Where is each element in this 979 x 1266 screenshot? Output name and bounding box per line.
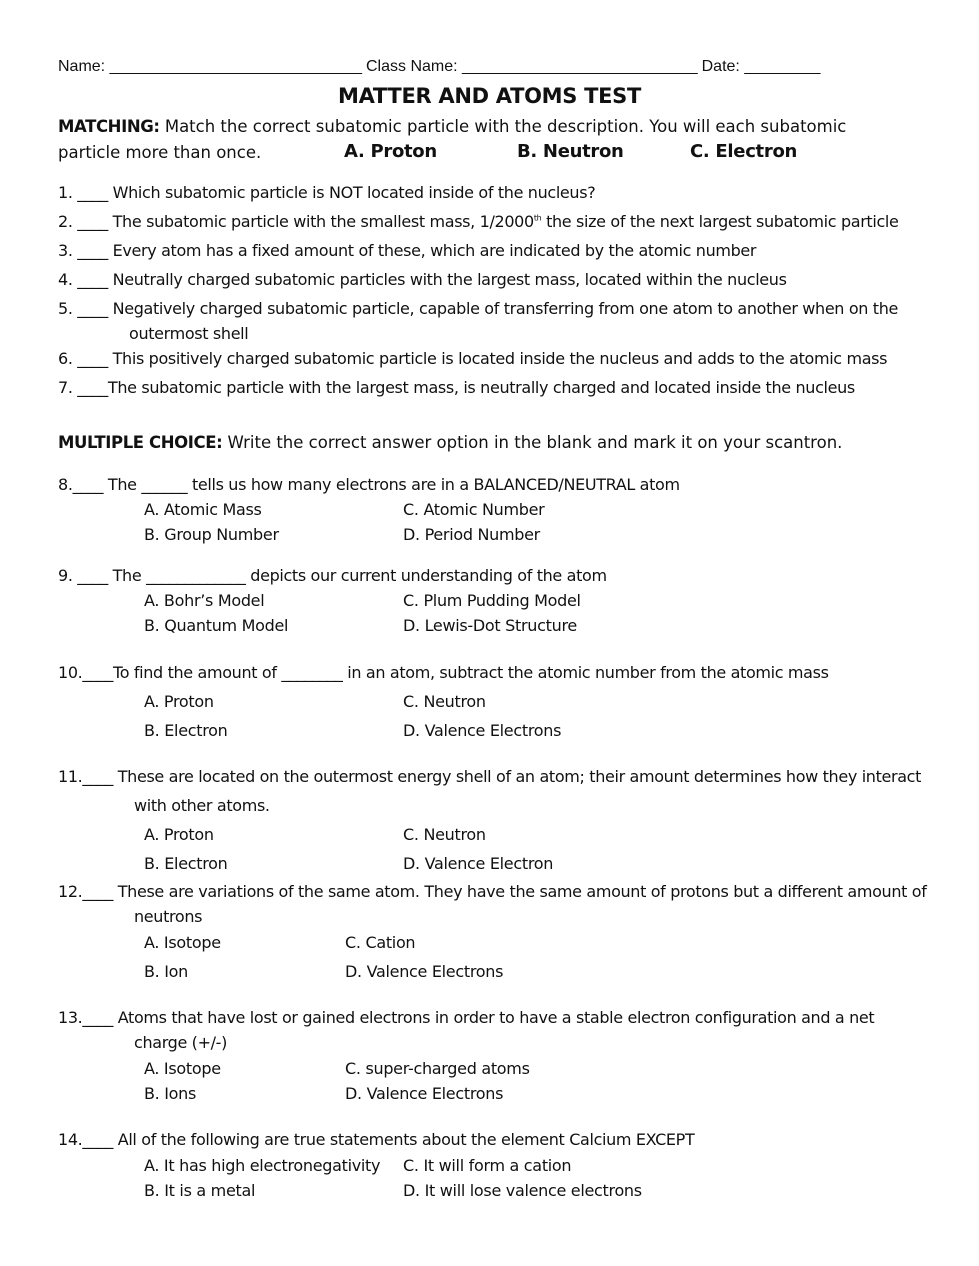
choice-neutron: B. Neutron <box>517 141 624 162</box>
matching-q3: 3. ____ Every atom has a fixed amount of these, which are indicated by the atomic number <box>58 241 757 260</box>
mc-q9-option-b: B. Quantum Model <box>144 616 289 635</box>
choice-proton: A. Proton <box>344 141 437 162</box>
mc-q10: 10.____To find the amount of ________ in an atom, subtract the atomic number from the atomic mass <box>58 663 829 682</box>
name-blank[interactable]: ______________________________ <box>109 58 362 75</box>
page-title: MATTER AND ATOMS TEST <box>338 84 641 108</box>
choice-electron: C. Electron <box>690 141 798 162</box>
matching-q5-cont: outermost shell <box>129 324 249 343</box>
mc-q8-option-c: C. Atomic Number <box>403 500 545 519</box>
mc-q14-option-b: B. It is a metal <box>144 1181 256 1200</box>
matching-q5: 5. ____ Negatively charged subatomic particle, capable of transferring from one atom to another when on the <box>58 299 899 318</box>
matching-q2-text: 2. ____ The subatomic particle with the smallest mass, 1/2000 <box>58 212 534 231</box>
mc-q9-option-d: D. Lewis-Dot Structure <box>403 616 577 635</box>
mc-q13-option-c: C. super-charged atoms <box>345 1059 530 1078</box>
mc-q9-option-c: C. Plum Pudding Model <box>403 591 581 610</box>
mc-q11-option-a: A. Proton <box>144 825 214 844</box>
header-line <box>58 58 820 76</box>
mc-q10-option-a: A. Proton <box>144 692 214 711</box>
mc-instruction <box>58 433 842 452</box>
mc-q8-option-a: A. Atomic Mass <box>144 500 262 519</box>
matching-q6: 6. ____ This positively charged subatomic particle is located inside the nucleus and adds to the atomic mass <box>58 349 888 368</box>
matching-instruction-line2: particle more than once. <box>58 143 262 162</box>
mc-q12-cont: neutrons <box>134 907 203 926</box>
mc-q14-option-c: C. It will form a cation <box>403 1156 572 1175</box>
matching-instruction-text: Match the correct subatomic particle with the description. You will each subatomic <box>164 117 847 136</box>
mc-q11-option-d: D. Valence Electron <box>403 854 554 873</box>
name-label: Name: <box>58 58 106 75</box>
mc-q14-option-a: A. It has high electronegativity <box>144 1156 381 1175</box>
mc-q12-option-c: C. Cation <box>345 933 416 952</box>
class-label: Class Name: <box>365 58 458 75</box>
mc-q14: 14.____ All of the following are true statements about the element Calcium EXCEPT <box>58 1130 695 1149</box>
mc-q9-option-a: A. Bohr’s Model <box>144 591 265 610</box>
mc-q13-cont: charge (+/-) <box>134 1033 227 1052</box>
mc-q10-option-d: D. Valence Electrons <box>403 721 562 740</box>
mc-q11-option-c: C. Neutron <box>403 825 486 844</box>
mc-q13-option-b: B. Ions <box>144 1084 197 1103</box>
date-label: Date: <box>701 58 740 75</box>
matching-q2-sup: th <box>533 213 542 223</box>
mc-q9: 9. ____ The _____________ depicts our current understanding of the atom <box>58 566 607 585</box>
date-blank[interactable]: _________ <box>744 58 820 75</box>
matching-label: MATCHING: <box>58 117 160 136</box>
mc-q14-option-d: D. It will lose valence electrons <box>403 1181 642 1200</box>
mc-q11-cont: with other atoms. <box>134 796 270 815</box>
mc-q13-option-d: D. Valence Electrons <box>345 1084 504 1103</box>
mc-q12-option-b: B. Ion <box>144 962 188 981</box>
mc-q8-option-d: D. Period Number <box>403 525 540 544</box>
mc-q8-option-b: B. Group Number <box>144 525 279 544</box>
matching-q4: 4. ____ Neutrally charged subatomic particles with the largest mass, located within the nucleus <box>58 270 787 289</box>
mc-q13-option-a: A. Isotope <box>144 1059 221 1078</box>
mc-q12: 12.____ These are variations of the same atom. They have the same amount of protons but a different amount of <box>58 882 927 901</box>
mc-q11-option-b: B. Electron <box>144 854 228 873</box>
mc-instruction-text: Write the correct answer option in the blank and mark it on your scantron. <box>227 433 843 452</box>
mc-q13: 13.____ Atoms that have lost or gained electrons in order to have a stable electron configuration and a net <box>58 1008 875 1027</box>
mc-label: MULTIPLE CHOICE: <box>58 433 223 452</box>
matching-q7: 7. ____The subatomic particle with the largest mass, is neutrally charged and located inside the nucleus <box>58 378 855 397</box>
matching-q1: 1. ____ Which subatomic particle is NOT located inside of the nucleus? <box>58 183 596 202</box>
mc-q12-option-a: A. Isotope <box>144 933 221 952</box>
mc-q10-option-b: B. Electron <box>144 721 228 740</box>
matching-q2 <box>58 212 898 231</box>
matching-instruction-line1 <box>58 117 846 136</box>
class-blank[interactable]: ____________________________ <box>462 58 698 75</box>
mc-q8: 8.____ The ______ tells us how many electrons are in a BALANCED/NEUTRAL atom <box>58 475 680 494</box>
mc-q11: 11.____ These are located on the outermost energy shell of an atom; their amount determines how they interact <box>58 767 922 786</box>
mc-q12-option-d: D. Valence Electrons <box>345 962 504 981</box>
mc-q10-option-c: C. Neutron <box>403 692 486 711</box>
matching-q2-rest: the size of the next largest subatomic particle <box>541 212 899 231</box>
